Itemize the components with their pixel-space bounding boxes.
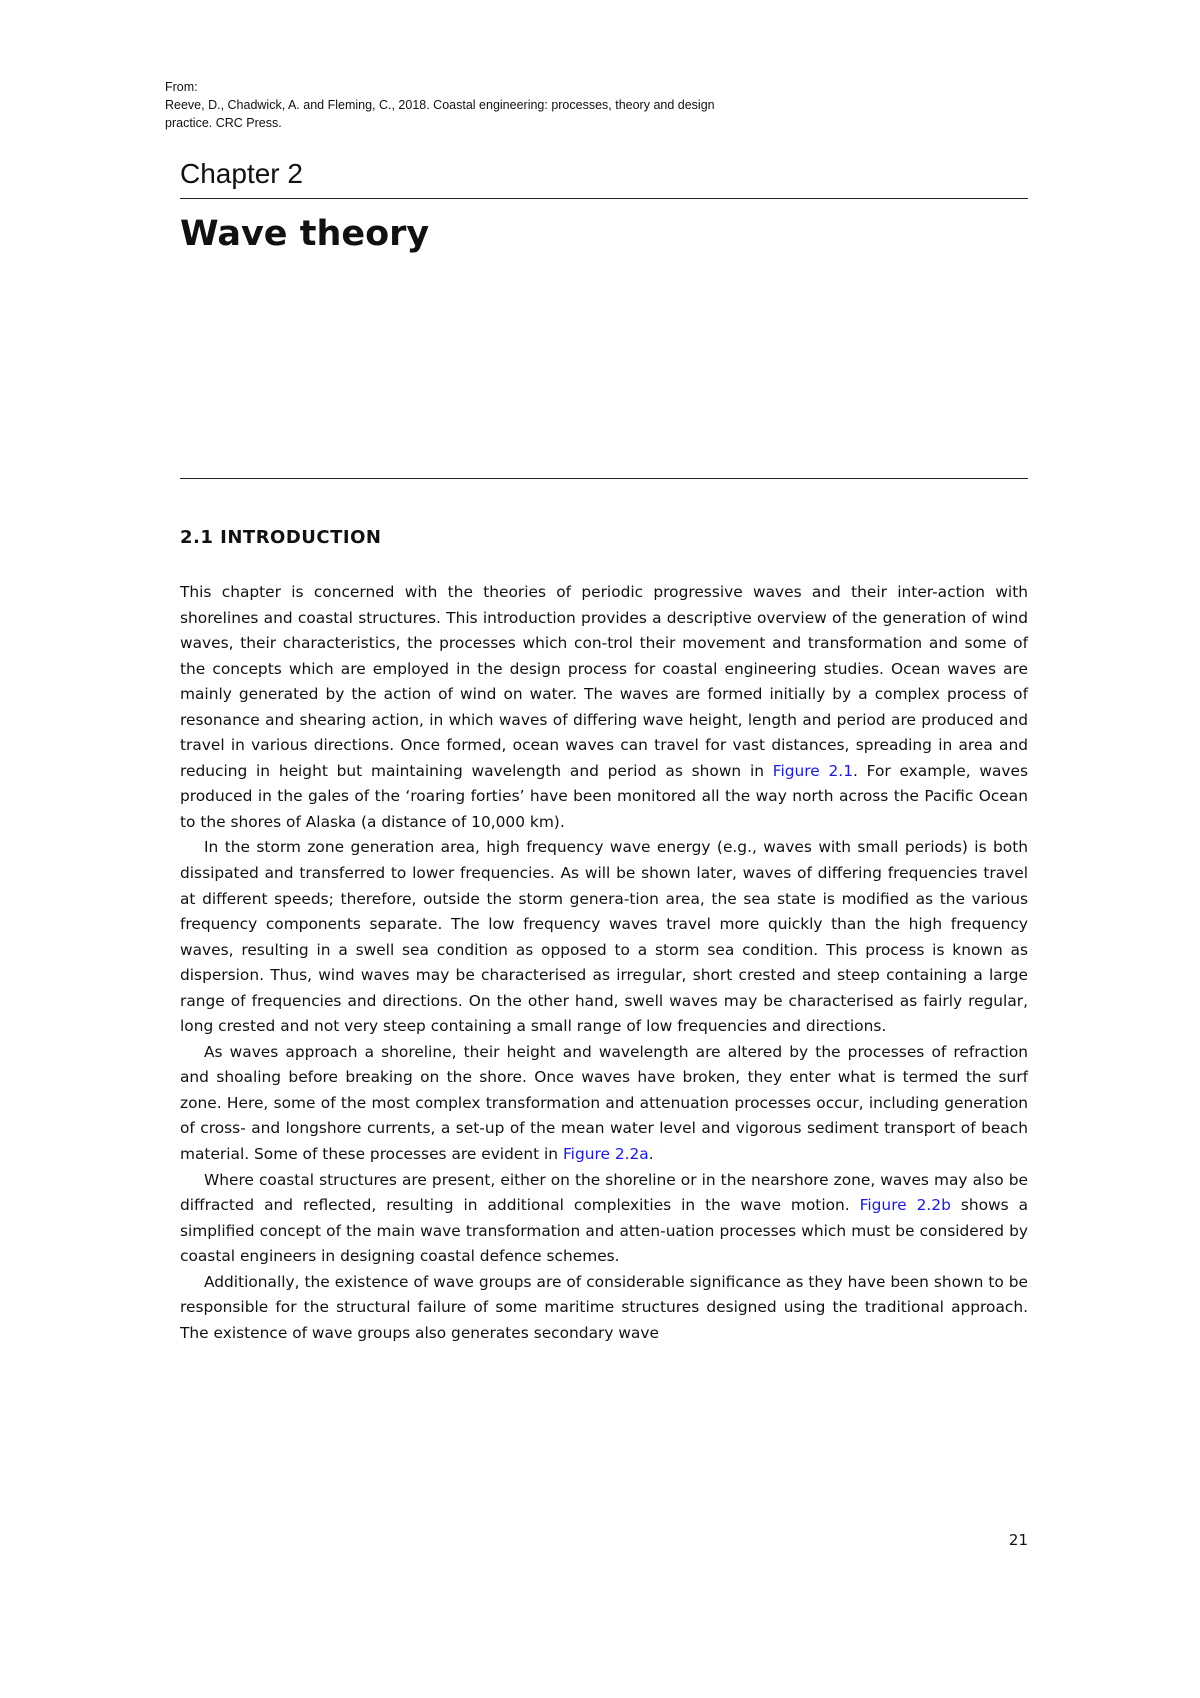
- figure-2-2a-link[interactable]: Figure 2.2a: [562, 1145, 649, 1164]
- paragraph-3-text-b: .: [648, 1145, 654, 1164]
- attribution: [165, 78, 865, 132]
- paragraph-5: Additionally, the existence of wave groups are of considerable significance as they have been shown to be responsible for the structural failure of some maritime structures designed using the traditional approach. The existence of wave groups also generates secondary wave: [180, 1272, 1028, 1342]
- attribution-citation: Reeve, D., Chadwick, A. and Fleming, C., 2018. Coastal engineering: processes, theory and design: [165, 98, 715, 112]
- chapter-bottom-rule: [180, 478, 1028, 479]
- paragraph-4-text-b: shows a simplified concept of the main wave transformation and atten-uation processes which must be considered by coastal engineers in designing coastal defence schemes.: [180, 1196, 1028, 1266]
- paragraph-3-text-a: As waves approach a shoreline, their height and wavelength are altered by the processes of refraction and shoaling before breaking on the shore. Once waves have broken, they enter what is termed the surf zone. Here, some of the most complex transformation and attenuation processes occur, including generation of cross- and longshore currents, a set-up of the mean water level and vigorous sediment transport of beach material. Some of these processes are evident in: [180, 1042, 1028, 1164]
- paragraph-1: [180, 580, 1028, 835]
- chapter-top-rule: [180, 198, 1028, 199]
- chapter-title: Wave theory: [180, 214, 430, 254]
- chapter-label: Chapter 2: [180, 158, 303, 189]
- page-number: 21: [1008, 1531, 1028, 1549]
- paragraph-1-text-b: . For example, waves produced in the gales of the ‘roaring forties’ have been monitored all the way north across the Pacific Ocean to the shores of Alaska (a distance of 10,000 km).: [180, 761, 1028, 831]
- paragraph-3: [180, 1040, 1028, 1168]
- paragraph-4-text-a: Where coastal structures are present, either on the shoreline or in the nearshore zone, waves may also be diffracted and reflected, resulting in additional complexities in the wave motion.: [180, 1170, 1028, 1215]
- body-text: [180, 580, 1028, 1346]
- paragraph-4: [180, 1168, 1028, 1270]
- figure-2-1-link[interactable]: Figure 2.1: [772, 761, 853, 780]
- section-heading: 2.1 INTRODUCTION: [180, 527, 382, 548]
- figure-2-2b-link[interactable]: Figure 2.2b: [859, 1196, 951, 1215]
- paragraph-1-text-a: This chapter is concerned with the theories of periodic progressive waves and their inter-action with shorelines and coastal structures. This introduction provides a descriptive overview of the generation of wind waves, their characteristics, the processes which con-trol their movement and transformation and some of the concepts which are employed in the design process for coastal engineering studies. Ocean waves are mainly generated by the action of wind on water. The waves are formed initially by a complex process of resonance and shearing action, in which waves of differing wave height, length and period are produced and travel in various directions. Once formed, ocean waves can travel for vast distances, spreading in area and reducing in height but maintaining wavelength and period as shown in: [180, 583, 1028, 780]
- attribution-from: From:: [165, 80, 198, 94]
- paragraph-2: In the storm zone generation area, high frequency wave energy (e.g., waves with small periods) is both dissipated and transferred to lower frequencies. As will be shown later, waves of differing frequencies travel at different speeds; therefore, outside the storm genera-tion area, the sea state is modified as the various frequency components separate. The low frequency waves travel more quickly than the high frequency waves, resulting in a swell sea condition as opposed to a storm sea condition. This process is known as dispersion. Thus, wind waves may be characterised as irregular, short crested and steep containing a large range of frequencies and directions. On the other hand, swell waves may be characterised as fairly regular, long crested and not very steep containing a small range of low frequencies and directions.: [180, 838, 1028, 1036]
- attribution-publisher: practice. CRC Press.: [165, 116, 282, 130]
